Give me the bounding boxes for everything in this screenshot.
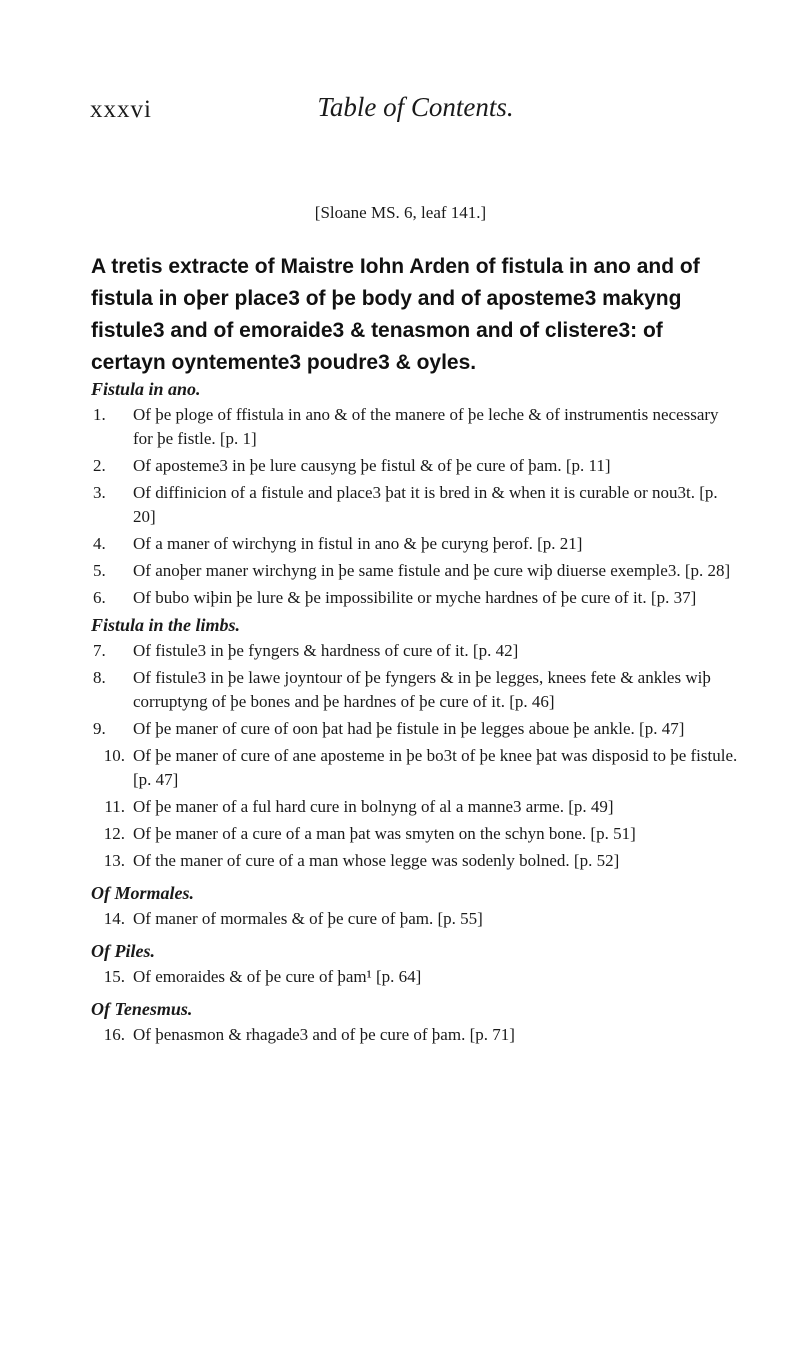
treatise-title: A tretis extracte of Maistre Iohn Arden of fistula in ano and of fistula in oþer place3 of þe body and of aposteme3 makyng fistule3 and of emoraide3 & tenasmon and of clistere3: of certayn oyntemente3 poudre3 & oyles.	[91, 255, 700, 374]
contents-entry	[91, 454, 741, 478]
entry-text: Of þe maner of a ful hard cure in bolnyng of al a manne3 arme. [p. 49]	[133, 797, 614, 816]
table-of-contents	[91, 377, 741, 1050]
entry-number: 2.	[93, 456, 106, 475]
contents-entry	[91, 481, 741, 529]
contents-entry	[91, 1023, 741, 1047]
entry-text: Of anoþer maner wirchyng in þe same fistule and þe cure wiþ diuerse exemple3. [p. 28]	[133, 561, 731, 580]
contents-entry	[91, 639, 741, 663]
entry-number: 14.	[103, 909, 125, 928]
contents-entry	[91, 586, 741, 610]
entry-number: 6.	[93, 588, 106, 607]
entry-text: Of þe maner of a cure of a man þat was smyten on the schyn bone. [p. 51]	[133, 824, 636, 843]
source-note: [Sloane MS. 6, leaf 141.]	[314, 203, 487, 222]
entry-text: Of emoraides & of þe cure of þam¹ [p. 64]	[133, 967, 422, 986]
entry-number: 16.	[103, 1025, 125, 1044]
entry-number: 8.	[93, 668, 106, 687]
entry-text: Of þe maner of cure of ane aposteme in þe bo3t of þe knee þat was disposid to þe fistule. [p. 47]	[133, 746, 738, 789]
entry-number: 4.	[93, 534, 106, 553]
section-heading: Of Piles.	[91, 941, 155, 961]
entry-text: Of aposteme3 in þe lure causyng þe fistul & of þe cure of þam. [p. 11]	[133, 456, 611, 475]
contents-entry	[91, 532, 741, 556]
entry-text: Of þenasmon & rhagade3 and of þe cure of þam. [p. 71]	[133, 1025, 515, 1044]
entry-number: 11.	[104, 797, 125, 816]
entry-number: 1.	[93, 405, 106, 424]
entry-number: 7.	[93, 641, 106, 660]
contents-entry	[91, 744, 741, 792]
contents-entry	[91, 907, 741, 931]
entry-text: Of fistule3 in þe lawe joyntour of þe fyngers & in þe legges, knees fete & ankles wiþ corruptyng of þe bones and þe hardnes of þe cure of it. [p. 46]	[133, 668, 711, 711]
contents-entry	[91, 849, 741, 873]
entry-text: Of þe maner of cure of oon þat had þe fistule in þe legges aboue þe ankle. [p. 47]	[133, 719, 685, 738]
entry-number: 9.	[93, 719, 106, 738]
contents-entry	[91, 717, 741, 741]
contents-entry	[91, 965, 741, 989]
entry-number: 13.	[103, 851, 125, 870]
entry-text: Of a maner of wirchyng in fistul in ano & þe curyng þerof. [p. 21]	[133, 534, 583, 553]
page-number: xxxvi	[90, 96, 152, 123]
entry-number: 15.	[103, 967, 125, 986]
section-heading: Of Tenesmus.	[91, 999, 193, 1019]
contents-entry	[91, 795, 741, 819]
entry-text: Of diffinicion of a fistule and place3 þat it is bred in & when it is curable or nou3t. [p. 20]	[133, 483, 718, 526]
entry-text: Of the maner of cure of a man whose legge was sodenly bolned. [p. 52]	[133, 851, 620, 870]
running-title: Table of Contents.	[317, 92, 514, 122]
entry-number: 12.	[103, 824, 125, 843]
entry-text: Of þe ploge of ffistula in ano & of the manere of þe leche & of instrumentis necessary for þe fistle. [p. 1]	[133, 405, 719, 448]
contents-entry	[91, 666, 741, 714]
section-heading: Fistula in the limbs.	[91, 615, 241, 635]
page-header	[90, 92, 741, 136]
entry-text: Of bubo wiþin þe lure & þe impossibilite or myche hardnes of þe cure of it. [p. 37]	[133, 588, 697, 607]
entry-number: 10.	[103, 746, 125, 765]
entry-number: 3.	[93, 483, 106, 502]
entry-number: 5.	[93, 561, 106, 580]
section-heading: Fistula in ano.	[91, 379, 201, 399]
contents-entry	[91, 559, 741, 583]
contents-entry	[91, 822, 741, 846]
entry-text: Of maner of mormales & of þe cure of þam. [p. 55]	[133, 909, 483, 928]
entry-text: Of fistule3 in þe fyngers & hardness of cure of it. [p. 42]	[133, 641, 519, 660]
section-heading: Of Mormales.	[91, 883, 194, 903]
contents-entry	[91, 403, 741, 451]
